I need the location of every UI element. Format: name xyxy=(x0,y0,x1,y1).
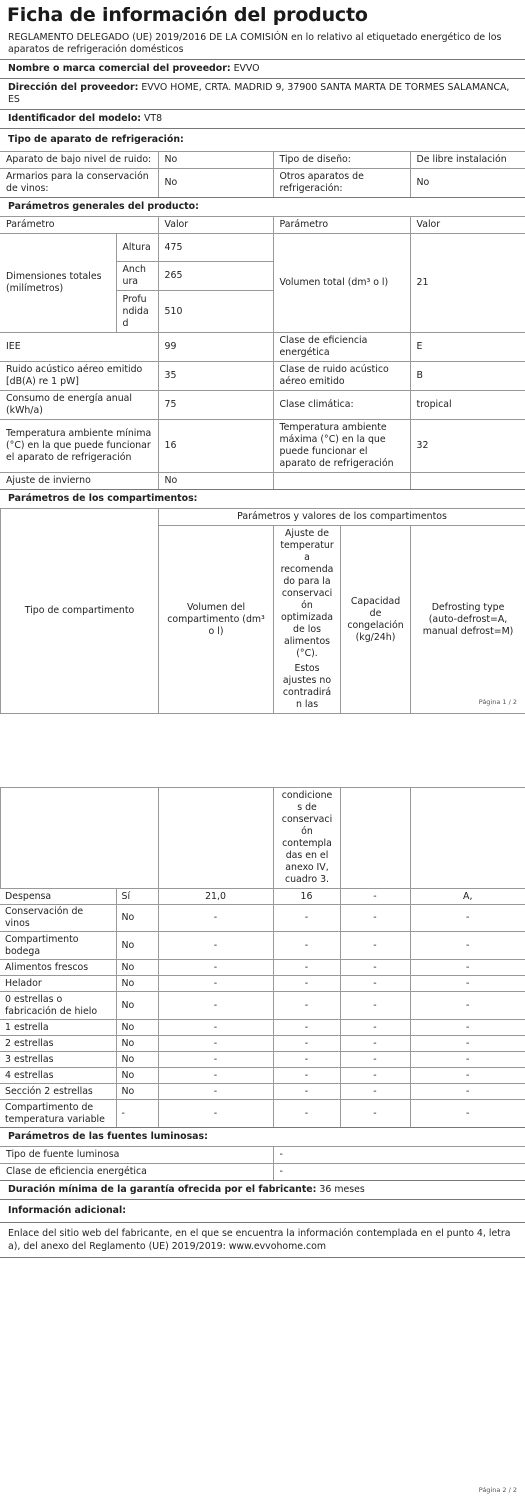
compartment-present-cell: No xyxy=(116,976,158,992)
compartment-present-cell: Sí xyxy=(116,889,158,905)
compartment-name-cell: 3 estrellas xyxy=(0,1052,116,1068)
compartment-volume-cell: 21,0 xyxy=(158,889,273,905)
compartment-name-cell: Compartimento de temperatura variable xyxy=(0,1100,116,1128)
height-label: Altura xyxy=(116,234,158,262)
compartment-defrost-cell: - xyxy=(410,960,525,976)
compartment-present-cell: No xyxy=(116,1052,158,1068)
supplier-name-row xyxy=(0,59,525,79)
compartment-defrost-cell: - xyxy=(410,932,525,960)
compartment-present-cell: No xyxy=(116,1036,158,1052)
compartment-volume-cell: - xyxy=(158,1036,273,1052)
compartment-name-cell: 1 estrella xyxy=(0,1020,116,1036)
compartments-heading: Parámetros de los compartimentos: xyxy=(0,489,525,509)
compartment-freeze-cell: - xyxy=(340,1036,410,1052)
iee-label: IEE xyxy=(0,333,158,362)
low-noise-value: No xyxy=(158,152,273,169)
warranty-label: Duración mínima de la garantía ofrecida por el fabricante: xyxy=(8,1184,317,1195)
depth-value: 510 xyxy=(158,291,273,333)
compartment-defrost-cell: - xyxy=(410,992,525,1020)
total-volume-label: Volumen total (dm³ o l) xyxy=(273,234,410,333)
volume-header: Volumen del compartimento (dm³ o l) xyxy=(159,526,274,714)
page-2 xyxy=(0,788,525,1500)
dimensions-label: Dimensiones totales (milímetros) xyxy=(0,234,116,333)
light-type-value: - xyxy=(273,1147,525,1164)
supplier-address-value: EVVO HOME, CRTA. MADRID 9, 37900 SANTA MARTA DE TORMES SALAMANCA, ES xyxy=(8,82,510,105)
freeze-capacity-header: Capacidad de congelación (kg/24h) xyxy=(341,526,411,714)
compartment-defrost-cell: - xyxy=(410,905,525,932)
climate-class-label: Clase climática: xyxy=(273,391,410,420)
page-number: Página 1 / 2 xyxy=(478,698,517,706)
width-label: Anchura xyxy=(116,262,158,291)
table-row xyxy=(0,1084,525,1100)
light-type-label: Tipo de fuente luminosa xyxy=(0,1147,273,1164)
other-appliance-value: No xyxy=(410,169,525,198)
warranty-value: 36 meses xyxy=(319,1184,365,1195)
page-number: Página 2 / 2 xyxy=(478,1486,517,1494)
compartment-freeze-cell: - xyxy=(340,1100,410,1128)
appliance-type-heading xyxy=(0,128,525,152)
supplier-name-value: EVVO xyxy=(233,63,260,74)
col-param-header-2: Parámetro xyxy=(273,217,410,234)
temp-setting-text-b: Estos ajustes no contradirán las xyxy=(282,663,332,710)
light-class-label: Clase de eficiencia energética xyxy=(0,1164,273,1181)
table-row xyxy=(0,1052,525,1068)
compartment-name-cell: Despensa xyxy=(0,889,116,905)
compartment-present-cell: No xyxy=(116,1020,158,1036)
compartment-type-header: Tipo de compartimento xyxy=(1,509,159,714)
supplier-address-label: Dirección del proveedor: xyxy=(8,82,139,93)
wine-cabinet-label: Armarios para la conservación de vinos: xyxy=(0,169,158,198)
annual-energy-label: Consumo de energía anual (kWh/a) xyxy=(0,391,158,420)
annual-energy-value: 75 xyxy=(158,391,273,420)
col-value-header-2: Valor xyxy=(410,217,525,234)
table-row xyxy=(0,1036,525,1052)
compartment-temp-cell: - xyxy=(273,905,340,932)
empty-cell xyxy=(1,788,159,889)
compartment-name-cell: Conservación de vinos xyxy=(0,905,116,932)
table-row xyxy=(0,889,525,905)
wine-cabinet-value: No xyxy=(158,169,273,198)
min-temp-label: Temperatura ambiente mínima (°C) en la que puede funcionar el aparato de refrigeración xyxy=(0,420,158,473)
compartment-defrost-cell: - xyxy=(410,1036,525,1052)
empty-cell xyxy=(273,473,410,490)
max-temp-value: 32 xyxy=(410,420,525,473)
page-title: Ficha de información del producto xyxy=(7,4,368,26)
table-row xyxy=(0,1068,525,1084)
compartment-volume-cell: - xyxy=(158,1100,273,1128)
table-row xyxy=(0,932,525,960)
defrost-type-header: Defrosting type (auto-defrost=A, manual defrost=M) xyxy=(411,526,525,714)
winter-setting-value: No xyxy=(158,473,273,490)
noise-value: 35 xyxy=(158,362,273,391)
other-appliance-label: Otros aparatos de refrigeración: xyxy=(273,169,410,198)
total-volume-value: 21 xyxy=(410,234,525,333)
additional-info-text xyxy=(0,1222,525,1258)
empty-cell xyxy=(341,788,411,889)
compartment-temp-cell: - xyxy=(273,1052,340,1068)
compartment-present-cell: No xyxy=(116,1084,158,1100)
low-noise-label: Aparato de bajo nivel de ruido: xyxy=(0,152,158,169)
general-params-heading: Parámetros generales del producto: xyxy=(0,197,525,217)
compartment-present-cell: No xyxy=(116,960,158,976)
noise-label: Ruido acústico aéreo emitido [dB(A) re 1 pW] xyxy=(0,362,158,391)
compartment-name-cell: Sección 2 estrellas xyxy=(0,1084,116,1100)
compartment-present-cell: No xyxy=(116,905,158,932)
winter-setting-label: Ajuste de invierno xyxy=(0,473,158,490)
compartment-defrost-cell: A, xyxy=(410,889,525,905)
compartment-freeze-cell: - xyxy=(340,1068,410,1084)
table-row xyxy=(0,960,525,976)
compartment-present-cell: No xyxy=(116,932,158,960)
width-value: 265 xyxy=(158,262,273,291)
light-source-heading: Parámetros de las fuentes luminosas: xyxy=(0,1127,525,1147)
compartment-temp-cell: - xyxy=(273,1100,340,1128)
compartments-table xyxy=(0,888,525,1128)
min-temp-value: 16 xyxy=(158,420,273,473)
temp-setting-header xyxy=(274,526,341,714)
compartment-temp-cell: - xyxy=(273,1020,340,1036)
empty-cell xyxy=(411,788,525,889)
appliance-type-heading-text: Tipo de aparato de refrigeración: xyxy=(8,134,184,145)
additional-info-heading xyxy=(0,1199,525,1223)
table-row xyxy=(0,976,525,992)
table-row xyxy=(0,992,525,1020)
general-params-table xyxy=(0,216,525,490)
iee-value: 99 xyxy=(158,333,273,362)
page-1 xyxy=(0,0,525,712)
compartment-group-header: Parámetros y valores de los compartimentos xyxy=(159,509,525,526)
table-row xyxy=(0,905,525,932)
empty-cell xyxy=(410,473,525,490)
compartment-defrost-cell: - xyxy=(410,1020,525,1036)
compartment-present-cell: No xyxy=(116,1068,158,1084)
compartment-freeze-cell: - xyxy=(340,1020,410,1036)
compartment-temp-cell: - xyxy=(273,1068,340,1084)
compartment-temp-cell: - xyxy=(273,1036,340,1052)
compartments-header-table xyxy=(0,508,525,714)
regulation-intro: REGLAMENTO DELEGADO (UE) 2019/2016 DE LA COMISIÓN en lo relativo al etiquetado energético de los aparatos de refrigeración domésticos xyxy=(8,32,502,55)
compartment-freeze-cell: - xyxy=(340,960,410,976)
energy-class-value: E xyxy=(410,333,525,362)
compartment-defrost-cell: - xyxy=(410,1084,525,1100)
compartment-volume-cell: - xyxy=(158,976,273,992)
compartment-temp-cell: - xyxy=(273,1084,340,1100)
model-label: Identificador del modelo: xyxy=(8,113,142,124)
col-param-header: Parámetro xyxy=(0,217,158,234)
table-row xyxy=(0,1020,525,1036)
compartment-volume-cell: - xyxy=(158,992,273,1020)
compartment-volume-cell: - xyxy=(158,905,273,932)
col-value-header: Valor xyxy=(158,217,273,234)
compartment-volume-cell: - xyxy=(158,1020,273,1036)
compartment-defrost-cell: - xyxy=(410,1068,525,1084)
compartment-defrost-cell: - xyxy=(410,1100,525,1128)
climate-class-value: tropical xyxy=(410,391,525,420)
table-row xyxy=(0,1100,525,1128)
model-row xyxy=(0,109,525,129)
compartment-defrost-cell: - xyxy=(410,1052,525,1068)
energy-class-label: Clase de eficiencia energética xyxy=(273,333,410,362)
additional-info-body: Enlace del sitio web del fabricante, en el que se encuentra la información contemplada en el punto 4, letra a), del anexo del Reglamento (UE) 2019/2019: xyxy=(8,1228,511,1252)
compartment-temp-cell: - xyxy=(273,960,340,976)
compartment-freeze-cell: - xyxy=(340,976,410,992)
compartment-name-cell: 4 estrellas xyxy=(0,1068,116,1084)
compartment-freeze-cell: - xyxy=(340,932,410,960)
compartment-present-cell: No xyxy=(116,992,158,1020)
light-source-table xyxy=(0,1146,525,1181)
warranty-row xyxy=(0,1180,525,1200)
depth-label: Profundidad xyxy=(116,291,158,333)
light-class-value: - xyxy=(273,1164,525,1181)
compartment-name-cell: Alimentos frescos xyxy=(0,960,116,976)
additional-info-heading-text: Información adicional: xyxy=(8,1205,126,1216)
model-value: VT8 xyxy=(144,113,163,124)
temp-setting-text-continued: condiciones de conservación contempladas en el anexo IV, cuadro 3. xyxy=(274,788,341,889)
design-value: De libre instalación xyxy=(410,152,525,169)
supplier-name-label: Nombre o marca comercial del proveedor: xyxy=(8,63,231,74)
compartment-volume-cell: - xyxy=(158,932,273,960)
compartment-temp-cell: - xyxy=(273,932,340,960)
compartment-volume-cell: - xyxy=(158,1068,273,1084)
appliance-type-table xyxy=(0,151,525,198)
supplier-address-row xyxy=(0,78,525,110)
height-value: 475 xyxy=(158,234,273,262)
compartment-name-cell: Helador xyxy=(0,976,116,992)
design-label: Tipo de diseño: xyxy=(273,152,410,169)
manufacturer-website-link[interactable]: www.evvohome.com xyxy=(228,1241,327,1252)
compartments-header-continued xyxy=(0,787,525,889)
compartment-freeze-cell: - xyxy=(340,992,410,1020)
compartment-temp-cell: 16 xyxy=(273,889,340,905)
compartment-volume-cell: - xyxy=(158,1084,273,1100)
compartment-freeze-cell: - xyxy=(340,1052,410,1068)
compartment-freeze-cell: - xyxy=(340,1084,410,1100)
temp-setting-text-a: Ajuste de temperatura recomendado para la conservación optimizada de los alimentos (°C). xyxy=(280,528,334,659)
compartment-temp-cell: - xyxy=(273,992,340,1020)
compartment-defrost-cell: - xyxy=(410,976,525,992)
noise-class-label: Clase de ruido acústico aéreo emitido xyxy=(273,362,410,391)
max-temp-label: Temperatura ambiente máxima (°C) en la que puede funcionar el aparato de refrigeración xyxy=(273,420,410,473)
compartment-name-cell: 2 estrellas xyxy=(0,1036,116,1052)
compartment-freeze-cell: - xyxy=(340,889,410,905)
compartment-freeze-cell: - xyxy=(340,905,410,932)
compartment-volume-cell: - xyxy=(158,960,273,976)
compartment-name-cell: Compartimento bodega xyxy=(0,932,116,960)
compartment-name-cell: 0 estrellas o fabricación de hielo xyxy=(0,992,116,1020)
empty-cell xyxy=(159,788,274,889)
compartment-volume-cell: - xyxy=(158,1052,273,1068)
compartment-temp-cell: - xyxy=(273,976,340,992)
noise-class-value: B xyxy=(410,362,525,391)
compartment-present-cell: - xyxy=(116,1100,158,1128)
